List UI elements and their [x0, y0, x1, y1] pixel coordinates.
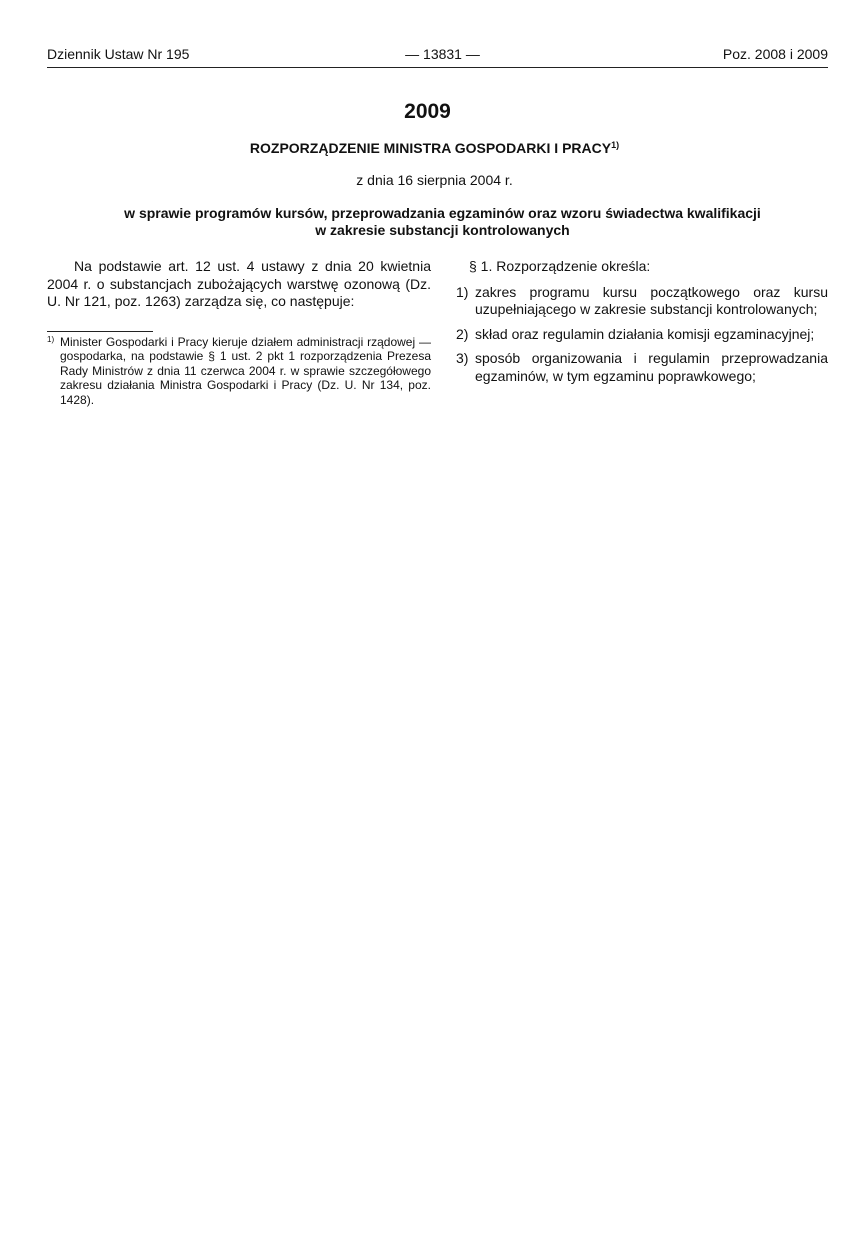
list-item-number: 1) — [456, 283, 469, 300]
footnote-mark: 1) — [47, 334, 55, 344]
footnote-divider — [47, 331, 153, 332]
document-title — [0, 140, 855, 156]
document-number: 2009 — [404, 100, 451, 123]
left-column — [47, 258, 431, 407]
document-subject — [60, 205, 825, 239]
document-title-text: ROZPORZĄDZENIE MINISTRA GOSPODARKI I PRACY — [249, 140, 612, 156]
document-date: z dnia 16 sierpnia 2004 r. — [356, 172, 513, 188]
title-footnote-mark: 1) — [611, 140, 620, 150]
list-item-text: zakres programu kursu początkowego oraz kursu uzupełniającego w zakresie substancji kontrolowanych; — [475, 283, 828, 317]
paragraph-1-heading: § 1. Rozporządzenie określa: — [469, 258, 651, 274]
list-item-text: skład oraz regulamin działania komisji egzaminacyjnej; — [475, 325, 815, 342]
header-divider — [47, 67, 828, 68]
list-item-number: 2) — [456, 325, 469, 342]
right-column — [456, 258, 828, 392]
list-item-number: 3) — [456, 350, 469, 366]
subject-line-2: w zakresie substancji kontrolowanych — [315, 222, 570, 238]
position-numbers: Poz. 2008 i 2009 — [722, 46, 828, 62]
footnote — [47, 335, 431, 408]
page-number: — 13831 — — [405, 46, 480, 62]
list-item-text: sposób organizowania i regulamin przeprowadzania egzaminów, w tym egzaminu poprawkowego; — [475, 350, 828, 384]
legal-basis-intro: Na podstawie art. 12 ust. 4 ustawy z dnia 20 kwietnia 2004 r. o substancjach zubożających warstwę ozonową (Dz. U. Nr 121, poz. 1263) zarządza się, co następuje: — [47, 258, 431, 309]
subject-line-1: w sprawie programów kursów, przeprowadzania egzaminów oraz wzoru świadectwa kwalifikacji — [124, 205, 761, 221]
list-item — [456, 350, 828, 385]
list-item — [456, 284, 828, 319]
page-header — [47, 46, 828, 66]
journal-name: Dziennik Ustaw Nr 195 — [47, 46, 190, 62]
footnote-text: Minister Gospodarki i Pracy kieruje działem administracji rządowej — gospodarka, na podstawie § 1 ust. 2 pkt 1 rozporządzenia Prezesa Rady Ministrów z dnia 11 czerwca 2004 r. w sprawie szczegółowego zakresu działania Ministra Gospodarki i Pracy (Dz. U. Nr 134, poz. 1428). — [60, 334, 431, 407]
list-item — [456, 326, 828, 344]
